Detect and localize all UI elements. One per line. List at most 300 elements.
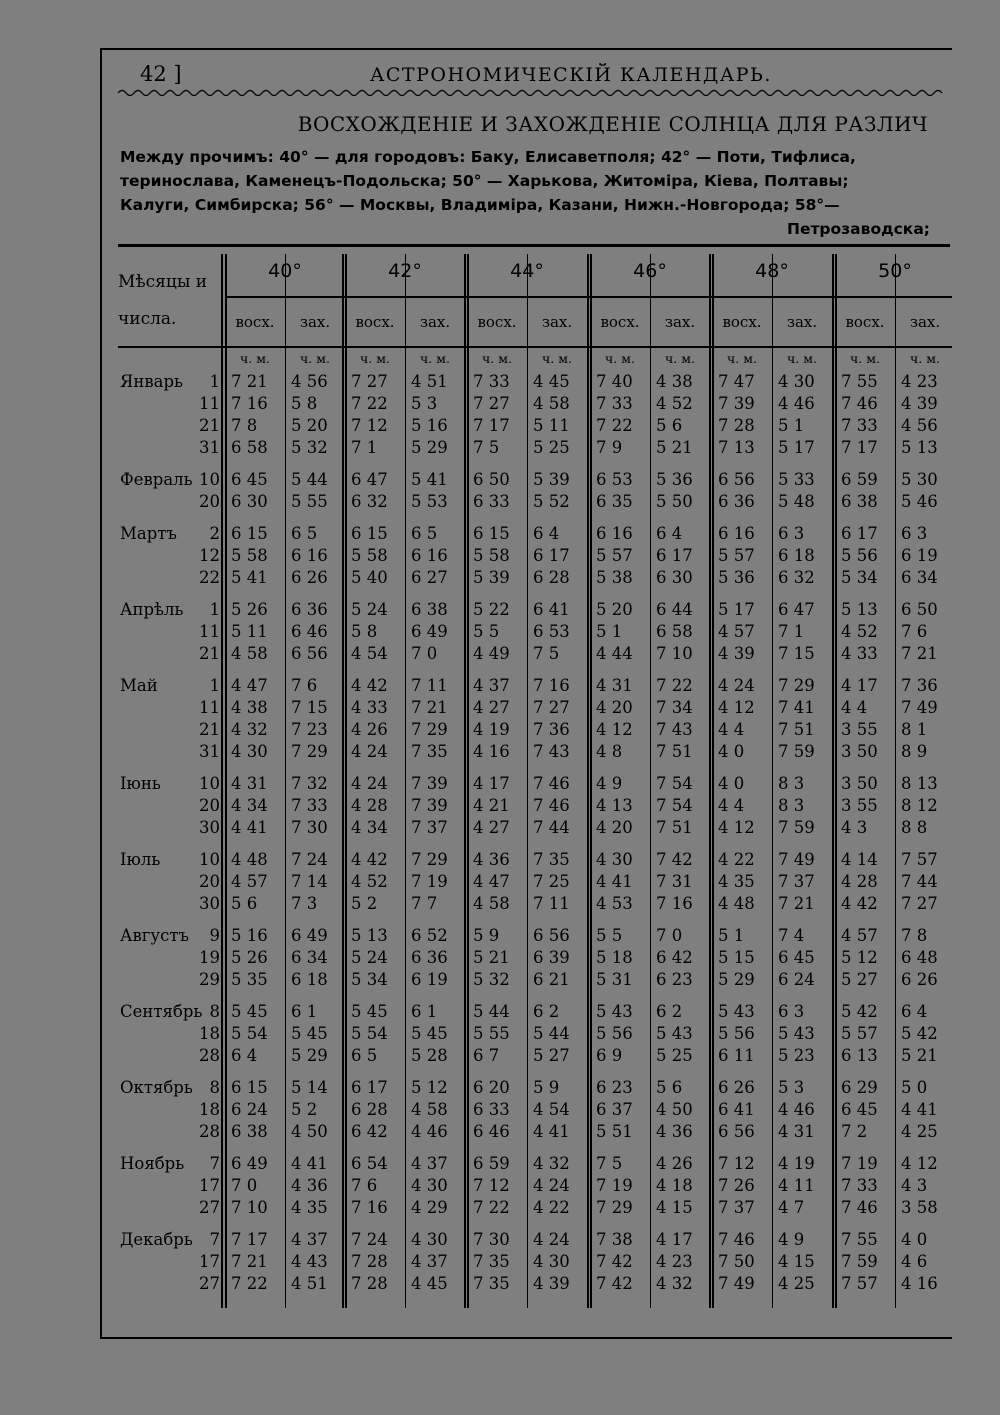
sunrise-cell: 6 45 (231, 470, 268, 489)
table-row (0, 1100, 1000, 1122)
section-title: ВОСХОЖДЕНІЕ И ЗАХОЖДЕНІЕ СОЛНЦА ДЛЯ РАЗЛИЧ (297, 112, 928, 136)
sunset-cell: 7 36 (533, 720, 570, 739)
sunrise-cell: 6 20 (473, 1078, 510, 1097)
sunrise-cell: 4 0 (718, 774, 745, 793)
sunrise-cell: 4 30 (231, 742, 268, 761)
table-row (0, 1274, 1000, 1296)
sunrise-cell: 7 19 (596, 1176, 633, 1195)
sunset-cell: 5 0 (901, 1078, 928, 1097)
sunset-cell: 7 27 (533, 698, 570, 717)
table-row (0, 1122, 1000, 1144)
sunset-cell: 5 33 (778, 470, 815, 489)
sunrise-cell: 4 9 (596, 774, 623, 793)
sunset-cell: 4 50 (291, 1122, 328, 1141)
sunset-cell: 5 8 (291, 394, 318, 413)
sunset-cell: 5 25 (533, 438, 570, 457)
sunset-cell: 7 21 (411, 698, 448, 717)
header-rule (225, 296, 952, 298)
sunset-cell: 6 36 (411, 948, 448, 967)
row-month: Мартъ (120, 524, 177, 543)
sunset-cell: 8 1 (901, 720, 928, 739)
sunrise-cell: 7 46 (841, 394, 878, 413)
row-day: 27 (199, 1274, 220, 1293)
sunrise-cell: 6 16 (718, 524, 755, 543)
sunset-cell: 6 36 (291, 600, 328, 619)
sunset-cell: 4 16 (901, 1274, 938, 1293)
row-day: 10 (199, 850, 220, 869)
sunset-cell: 5 21 (656, 438, 693, 457)
page-number: 42 ] (140, 62, 182, 86)
sunrise-cell: 5 18 (596, 948, 633, 967)
sunrise-cell: 5 2 (351, 894, 378, 913)
sunset-cell: 7 30 (291, 818, 328, 837)
sunset-cell: 4 56 (901, 416, 938, 435)
sunrise-cell: 5 13 (351, 926, 388, 945)
sunrise-cell: 7 22 (351, 394, 388, 413)
sunset-cell: 6 46 (291, 622, 328, 641)
sunrise-cell: 5 31 (596, 970, 633, 989)
sunset-cell: 6 16 (411, 546, 448, 565)
sunset-cell: 6 4 (656, 524, 683, 543)
row-day: 1 (209, 600, 220, 619)
sunrise-cell: 5 1 (596, 622, 623, 641)
row-day: 28 (199, 1046, 220, 1065)
sunset-cell: 5 30 (901, 470, 938, 489)
sunrise-cell: 4 19 (473, 720, 510, 739)
sunrise-cell: 7 40 (596, 372, 633, 391)
sunrise-cell: 4 4 (718, 720, 745, 739)
header-bottom-rule (118, 346, 952, 348)
sunrise-cell: 5 57 (596, 546, 633, 565)
row-day: 10 (199, 774, 220, 793)
table-row (0, 818, 1000, 840)
sunrise-cell: 4 33 (351, 698, 388, 717)
sunset-cell: 5 23 (778, 1046, 815, 1065)
sunset-cell: 6 23 (656, 970, 693, 989)
sunrise-cell: 6 5 (351, 1046, 378, 1065)
sunrise-cell: 7 8 (231, 416, 258, 435)
sunset-cell: 7 8 (901, 926, 928, 945)
sunrise-cell: 7 28 (351, 1252, 388, 1271)
sunrise-cell: 7 12 (473, 1176, 510, 1195)
sunset-cell: 6 28 (533, 568, 570, 587)
sunset-cell: 7 24 (291, 850, 328, 869)
sunset-cell: 5 44 (533, 1024, 570, 1043)
sunset-cell: 4 41 (533, 1122, 570, 1141)
sunrise-cell: 5 58 (351, 546, 388, 565)
sunset-cell: 7 54 (656, 796, 693, 815)
row-month: Сентябрь (120, 1002, 203, 1021)
sunrise-cell: 4 27 (473, 698, 510, 717)
sunset-cell: 4 15 (656, 1198, 693, 1217)
sunrise-cell: 7 16 (231, 394, 268, 413)
sunset-cell: 7 23 (291, 720, 328, 739)
sunset-cell: 6 52 (411, 926, 448, 945)
sunset-cell: 4 6 (901, 1252, 928, 1271)
sunrise-cell: 7 39 (718, 394, 755, 413)
sunset-cell: 6 38 (411, 600, 448, 619)
sunrise-cell: 5 45 (231, 1002, 268, 1021)
sunset-cell: 7 37 (778, 872, 815, 891)
latitude-header: 50° (878, 260, 912, 282)
sunset-cell: 6 39 (533, 948, 570, 967)
latitude-header: 46° (633, 260, 667, 282)
row-day: 9 (209, 926, 220, 945)
sunset-cell: 5 20 (291, 416, 328, 435)
sunset-cell: 4 58 (411, 1100, 448, 1119)
table-row (0, 372, 1000, 394)
sunset-cell: 6 48 (901, 948, 938, 967)
sunset-cell: 4 24 (533, 1176, 570, 1195)
sunrise-cell: 7 17 (473, 416, 510, 435)
sunset-cell: 4 43 (291, 1252, 328, 1271)
sunset-cell: 8 12 (901, 796, 938, 815)
row-day: 11 (199, 622, 220, 641)
sunset-cell: 5 39 (533, 470, 570, 489)
row-day: 8 (209, 1078, 220, 1097)
sunset-cell: 5 17 (778, 438, 815, 457)
sunset-cell: 4 41 (291, 1154, 328, 1173)
sunset-cell: 4 3 (901, 1176, 928, 1195)
row-month: Январь (120, 372, 183, 391)
sunrise-cell: 5 38 (596, 568, 633, 587)
sunset-cell: 6 26 (901, 970, 938, 989)
sunset-cell: 4 11 (778, 1176, 815, 1195)
sunset-cell: 5 50 (656, 492, 693, 511)
sunset-cell: 7 21 (901, 644, 938, 663)
sunrise-cell: 4 12 (718, 818, 755, 837)
sunrise-cell: 7 35 (473, 1274, 510, 1293)
sunset-cell: 5 25 (656, 1046, 693, 1065)
sunset-cell: 7 19 (411, 872, 448, 891)
sunrise-cell: 4 44 (596, 644, 633, 663)
sunrise-cell: 5 26 (231, 948, 268, 967)
sunrise-cell: 6 11 (718, 1046, 755, 1065)
unit-label: ч. м. (542, 351, 572, 366)
sunset-cell: 5 52 (533, 492, 570, 511)
sunrise-cell: 5 17 (718, 600, 755, 619)
sunset-cell: 4 37 (411, 1252, 448, 1271)
sunrise-cell: 4 41 (231, 818, 268, 837)
latitude-header: 48° (755, 260, 789, 282)
latitude-header: 44° (510, 260, 544, 282)
sunset-cell: 7 1 (778, 622, 805, 641)
row-month: Февраль (120, 470, 193, 489)
sunrise-cell: 6 49 (231, 1154, 268, 1173)
unit-label: ч. м. (300, 351, 330, 366)
sunrise-cell: 7 2 (841, 1122, 868, 1141)
sunset-cell: 4 58 (533, 394, 570, 413)
sunset-cell: 6 4 (901, 1002, 928, 1021)
unit-label: ч. м. (605, 351, 635, 366)
table-row (0, 416, 1000, 438)
sunset-cell: 7 15 (291, 698, 328, 717)
sunrise-cell: 4 54 (351, 644, 388, 663)
row-day: 20 (199, 872, 220, 891)
sunrise-cell: 4 4 (841, 698, 868, 717)
sunset-cell: 6 47 (778, 600, 815, 619)
sunrise-cell: 5 45 (351, 1002, 388, 1021)
sunrise-cell: 5 20 (596, 600, 633, 619)
sunrise-cell: 7 6 (351, 1176, 378, 1195)
intro-line: Петрозаводска; (786, 220, 930, 238)
sunset-cell: 4 31 (778, 1122, 815, 1141)
sunset-cell: 4 36 (656, 1122, 693, 1141)
sunrise-cell: 4 26 (351, 720, 388, 739)
sunset-cell: 7 42 (656, 850, 693, 869)
sunrise-cell: 7 38 (596, 1230, 633, 1249)
sunrise-cell: 6 46 (473, 1122, 510, 1141)
sunset-cell: 7 33 (291, 796, 328, 815)
sunset-cell: 4 15 (778, 1252, 815, 1271)
sunrise-cell: 5 1 (718, 926, 745, 945)
sunrise-cell: 5 11 (231, 622, 268, 641)
sunrise-cell: 4 47 (473, 872, 510, 891)
sunrise-cell: 4 3 (841, 818, 868, 837)
sunrise-cell: 5 12 (841, 948, 878, 967)
sunrise-cell: 5 26 (231, 600, 268, 619)
rise-header: восх. (235, 313, 275, 331)
sunrise-cell: 4 17 (473, 774, 510, 793)
sunrise-cell: 5 34 (351, 970, 388, 989)
sunrise-cell: 6 54 (351, 1154, 388, 1173)
sunset-cell: 5 6 (656, 1078, 683, 1097)
sunrise-cell: 6 24 (231, 1100, 268, 1119)
sunset-cell: 7 29 (778, 676, 815, 695)
sunrise-cell: 6 15 (231, 524, 268, 543)
sunrise-cell: 4 47 (231, 676, 268, 695)
sunrise-cell: 4 32 (231, 720, 268, 739)
table-row (0, 622, 1000, 644)
table-row (0, 872, 1000, 894)
sunrise-cell: 7 17 (231, 1230, 268, 1249)
sunrise-cell: 6 41 (718, 1100, 755, 1119)
sunset-cell: 6 56 (533, 926, 570, 945)
sunset-cell: 7 51 (656, 818, 693, 837)
sunset-cell: 7 4 (778, 926, 805, 945)
sunset-cell: 6 50 (901, 600, 938, 619)
sunset-cell: 5 3 (411, 394, 438, 413)
row-day: 17 (199, 1176, 220, 1195)
row-day: 18 (199, 1100, 220, 1119)
sunset-cell: 5 12 (411, 1078, 448, 1097)
sunrise-cell: 4 13 (596, 796, 633, 815)
rise-header: восх. (845, 313, 885, 331)
sunset-cell: 6 3 (901, 524, 928, 543)
sunrise-cell: 4 57 (718, 622, 755, 641)
sunset-cell: 6 19 (411, 970, 448, 989)
sunset-cell: 7 27 (901, 894, 938, 913)
sunrise-cell: 7 50 (718, 1252, 755, 1271)
sunrise-cell: 6 38 (231, 1122, 268, 1141)
table-row (0, 1154, 1000, 1176)
sunrise-cell: 5 44 (473, 1002, 510, 1021)
sunset-cell: 6 34 (291, 948, 328, 967)
sunrise-cell: 3 55 (841, 796, 878, 815)
sunset-cell: 6 18 (291, 970, 328, 989)
sunrise-cell: 6 53 (596, 470, 633, 489)
sunset-cell: 4 32 (656, 1274, 693, 1293)
sunrise-cell: 6 45 (841, 1100, 878, 1119)
row-day: 7 (209, 1230, 220, 1249)
row-day: 21 (199, 720, 220, 739)
row-day: 30 (199, 818, 220, 837)
table-row (0, 926, 1000, 948)
sunrise-cell: 6 17 (351, 1078, 388, 1097)
set-header: зах. (299, 313, 331, 331)
sunset-cell: 4 36 (291, 1176, 328, 1195)
sunrise-cell: 7 12 (351, 416, 388, 435)
unit-label: ч. м. (787, 351, 817, 366)
sunrise-cell: 7 37 (718, 1198, 755, 1217)
row-day: 20 (199, 796, 220, 815)
sunrise-cell: 4 48 (231, 850, 268, 869)
sunset-cell: 7 31 (656, 872, 693, 891)
label-header-line2: числа. (118, 309, 177, 329)
row-day: 1 (209, 372, 220, 391)
sunset-cell: 7 7 (411, 894, 438, 913)
sunset-cell: 5 48 (778, 492, 815, 511)
table-row (0, 644, 1000, 666)
sunrise-cell: 4 20 (596, 698, 633, 717)
sunrise-cell: 5 24 (351, 948, 388, 967)
sunset-cell: 4 25 (901, 1122, 938, 1141)
sunrise-cell: 4 8 (596, 742, 623, 761)
table-row (0, 568, 1000, 590)
sunset-cell: 5 42 (901, 1024, 938, 1043)
sunrise-cell: 4 24 (351, 774, 388, 793)
sunset-cell: 7 39 (411, 796, 448, 815)
row-month: Апрѣль (120, 600, 184, 619)
sunset-cell: 8 8 (901, 818, 928, 837)
sunrise-cell: 4 37 (473, 676, 510, 695)
sunrise-cell: 3 50 (841, 742, 878, 761)
sunrise-cell: 4 58 (231, 644, 268, 663)
sunset-cell: 7 6 (901, 622, 928, 641)
sunrise-cell: 6 29 (841, 1078, 878, 1097)
sunset-cell: 7 41 (778, 698, 815, 717)
table-row (0, 774, 1000, 796)
sunset-cell: 7 29 (291, 742, 328, 761)
sunset-cell: 7 46 (533, 774, 570, 793)
sunrise-cell: 4 42 (351, 676, 388, 695)
table-row (0, 1176, 1000, 1198)
intro-line: теринослава, Каменецъ-Подольска; 50° — Харькова, Житоміра, Кіева, Полтавы; (120, 172, 849, 190)
sunset-cell: 7 0 (411, 644, 438, 663)
sunset-cell: 4 29 (411, 1198, 448, 1217)
sunrise-cell: 6 30 (231, 492, 268, 511)
sunrise-cell: 5 40 (351, 568, 388, 587)
sunset-cell: 4 46 (411, 1122, 448, 1141)
sunrise-cell: 7 49 (718, 1274, 755, 1293)
sunrise-cell: 5 57 (841, 1024, 878, 1043)
table-row (0, 796, 1000, 818)
sunset-cell: 7 35 (533, 850, 570, 869)
unit-label: ч. м. (360, 351, 390, 366)
sunrise-cell: 7 55 (841, 1230, 878, 1249)
sunrise-cell: 4 27 (473, 818, 510, 837)
sunrise-cell: 7 33 (596, 394, 633, 413)
sunrise-cell: 4 31 (231, 774, 268, 793)
sunrise-cell: 7 1 (351, 438, 378, 457)
sunset-cell: 7 54 (656, 774, 693, 793)
sunset-cell: 7 37 (411, 818, 448, 837)
sunrise-cell: 5 16 (231, 926, 268, 945)
rise-header: восх. (600, 313, 640, 331)
sunset-cell: 7 10 (656, 644, 693, 663)
sunrise-cell: 6 38 (841, 492, 878, 511)
sunset-cell: 6 3 (778, 524, 805, 543)
row-day: 21 (199, 416, 220, 435)
sunrise-cell: 4 14 (841, 850, 878, 869)
table-row (0, 698, 1000, 720)
sunset-cell: 6 26 (291, 568, 328, 587)
table-row (0, 492, 1000, 514)
sunset-cell: 5 43 (656, 1024, 693, 1043)
sunset-cell: 5 28 (411, 1046, 448, 1065)
sunrise-cell: 5 8 (351, 622, 378, 641)
sunset-cell: 4 35 (291, 1198, 328, 1217)
row-day: 28 (199, 1122, 220, 1141)
sunset-cell: 6 1 (411, 1002, 438, 1021)
sunset-cell: 6 30 (656, 568, 693, 587)
row-day: 17 (199, 1252, 220, 1271)
sunset-cell: 4 45 (533, 372, 570, 391)
sunset-cell: 7 44 (533, 818, 570, 837)
row-day: 31 (199, 438, 220, 457)
sunrise-cell: 5 56 (718, 1024, 755, 1043)
sunrise-cell: 4 33 (841, 644, 878, 663)
sunrise-cell: 4 16 (473, 742, 510, 761)
sunset-cell: 5 41 (411, 470, 448, 489)
sunset-cell: 4 7 (778, 1198, 805, 1217)
sunrise-cell: 6 4 (231, 1046, 258, 1065)
sunset-cell: 7 14 (291, 872, 328, 891)
sunrise-cell: 6 26 (718, 1078, 755, 1097)
table-row (0, 546, 1000, 568)
sunrise-cell: 6 23 (596, 1078, 633, 1097)
sunrise-cell: 4 0 (718, 742, 745, 761)
sunset-cell: 7 51 (778, 720, 815, 739)
row-month: Октябрь (120, 1078, 193, 1097)
row-day: 30 (199, 894, 220, 913)
sunrise-cell: 6 50 (473, 470, 510, 489)
sunset-cell: 7 16 (533, 676, 570, 695)
sunrise-cell: 7 35 (473, 1252, 510, 1271)
sunset-cell: 5 45 (291, 1024, 328, 1043)
sunset-cell: 5 11 (533, 416, 570, 435)
row-day: 22 (199, 568, 220, 587)
sunrise-cell: 5 35 (231, 970, 268, 989)
sunset-cell: 7 11 (533, 894, 570, 913)
sunrise-cell: 7 27 (351, 372, 388, 391)
row-day: 8 (209, 1002, 220, 1021)
sunset-cell: 6 5 (411, 524, 438, 543)
sunrise-cell: 4 20 (596, 818, 633, 837)
sunrise-cell: 7 22 (596, 416, 633, 435)
sunrise-cell: 5 22 (473, 600, 510, 619)
sunset-cell: 5 44 (291, 470, 328, 489)
sunset-cell: 7 59 (778, 818, 815, 837)
set-header: зах. (541, 313, 573, 331)
sunset-cell: 7 49 (901, 698, 938, 717)
sunset-cell: 4 30 (411, 1176, 448, 1195)
sunrise-cell: 4 12 (718, 698, 755, 717)
sunrise-cell: 5 56 (596, 1024, 633, 1043)
sunset-cell: 4 17 (656, 1230, 693, 1249)
rise-header: восх. (722, 313, 762, 331)
sunset-cell: 6 41 (533, 600, 570, 619)
